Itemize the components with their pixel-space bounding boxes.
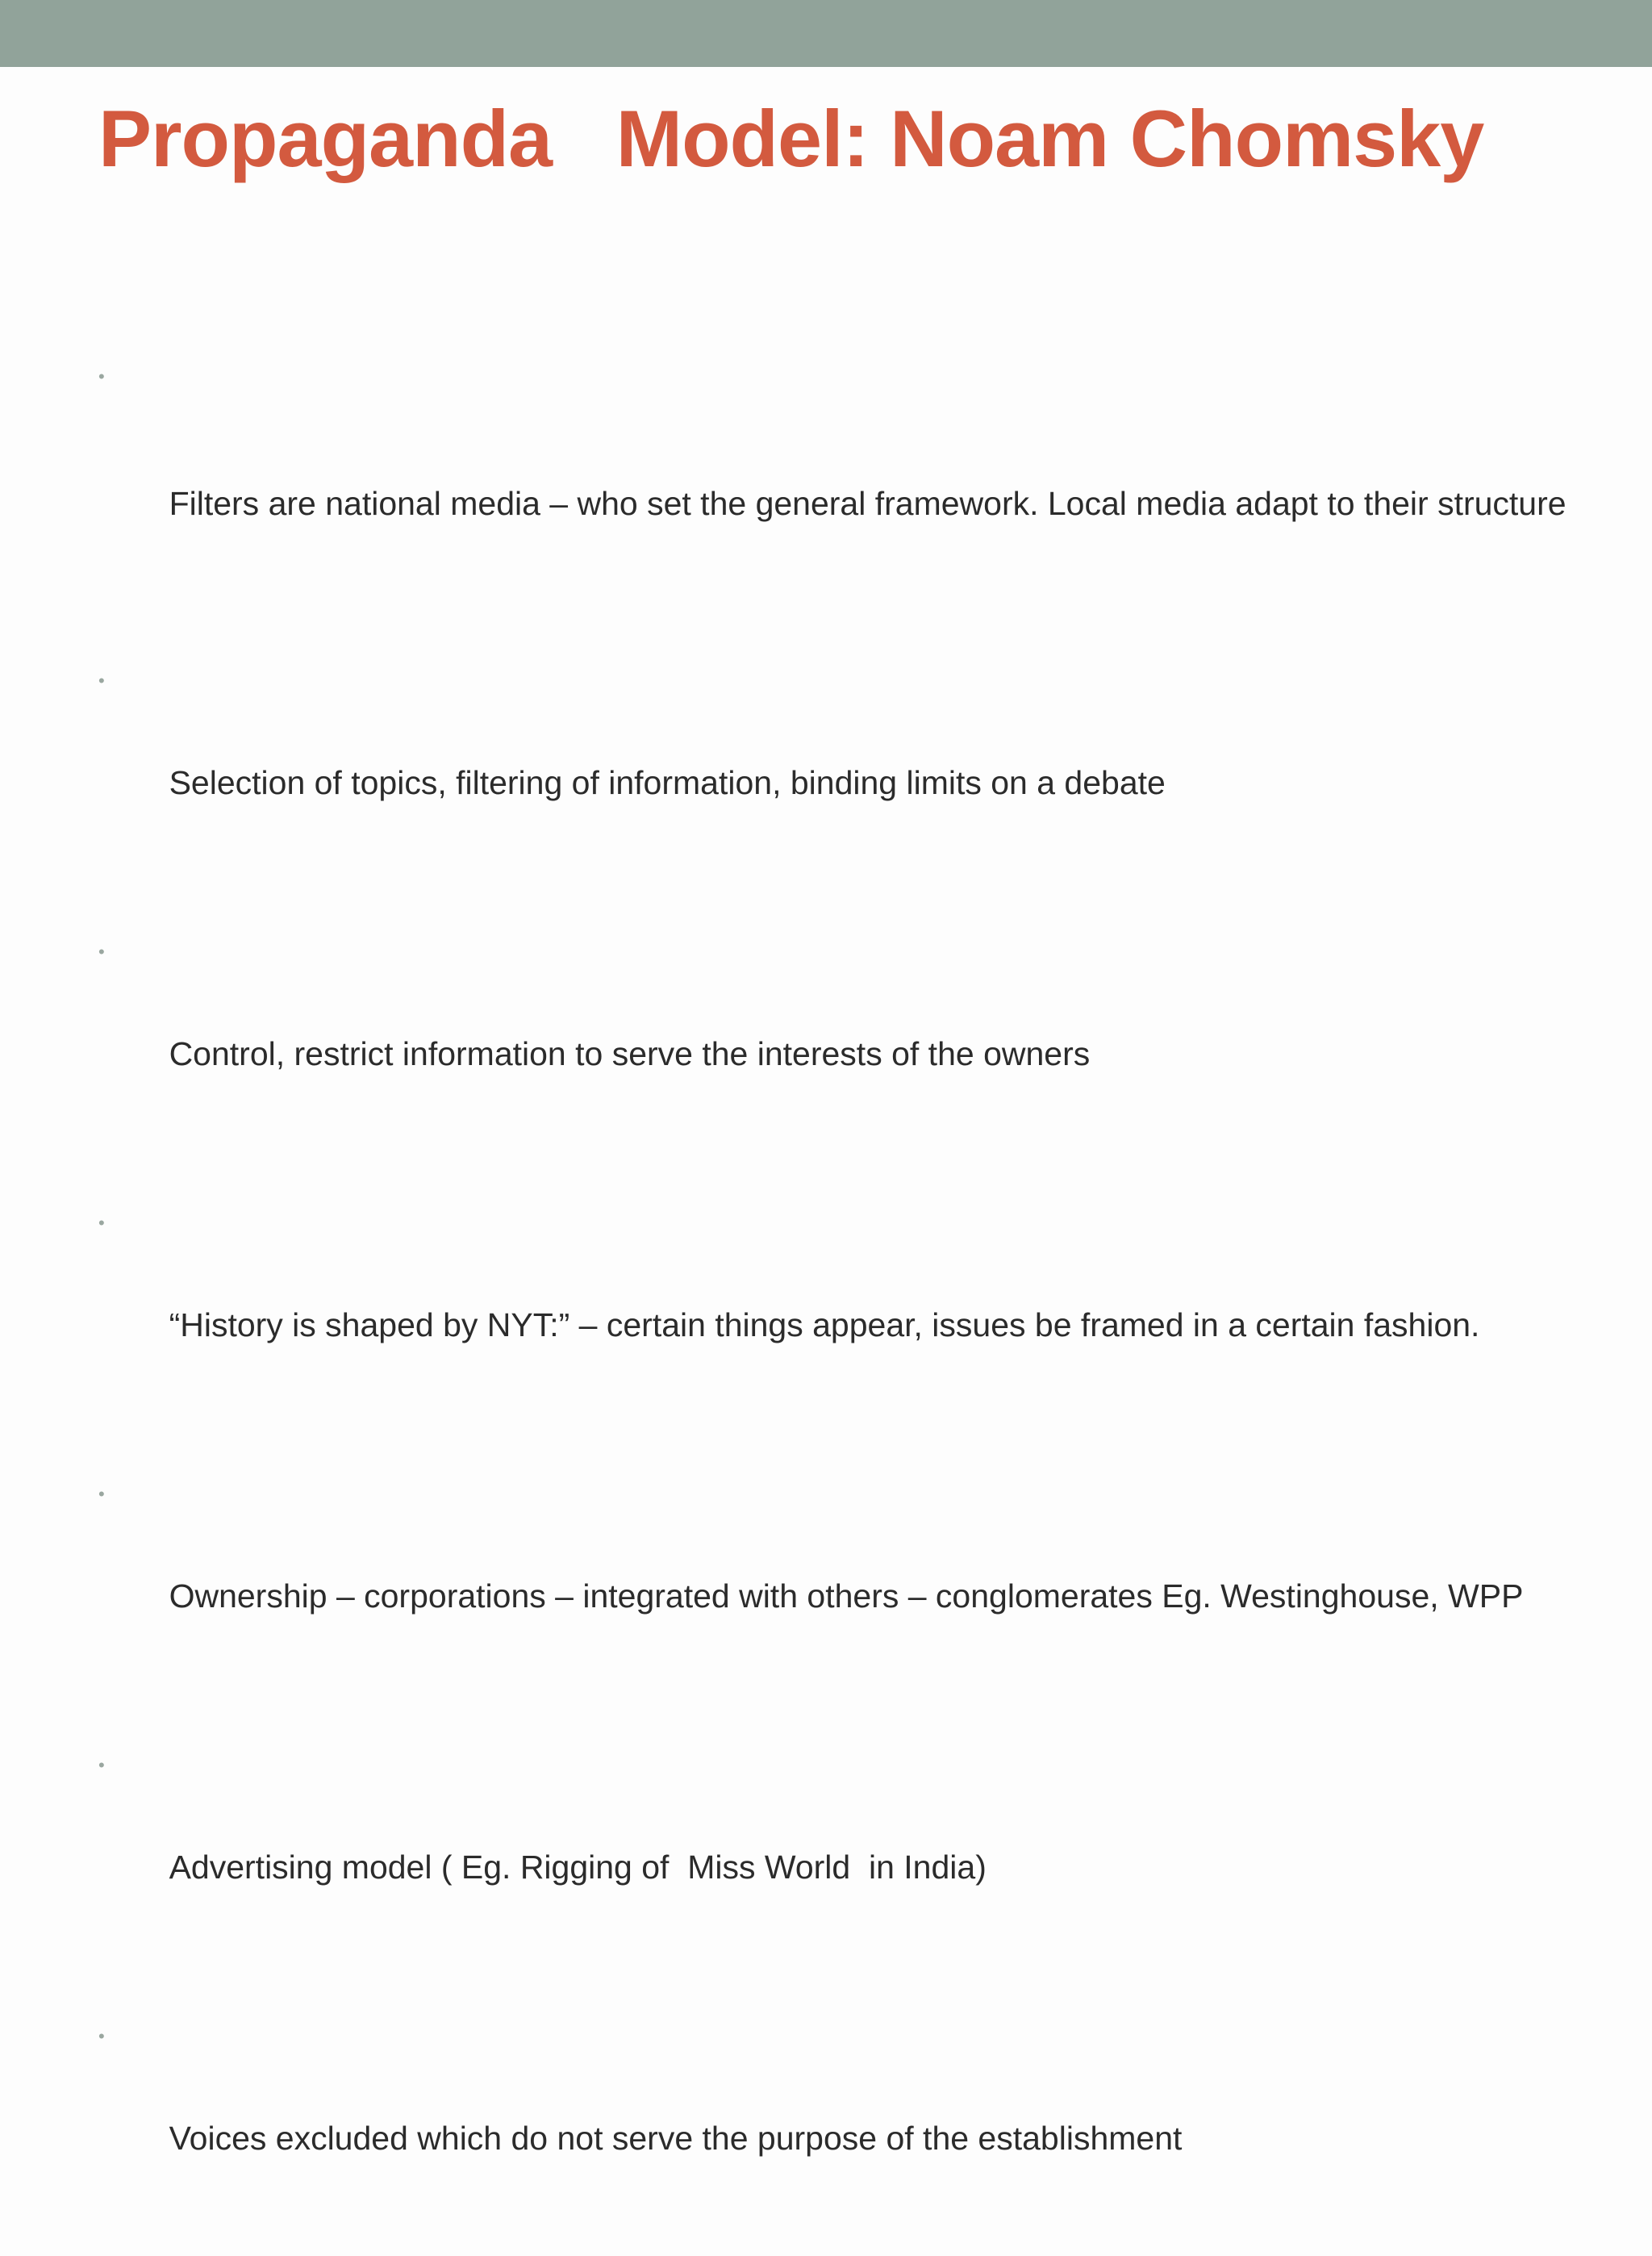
bullet-dot-icon: • — [98, 1213, 105, 1233]
bullet-text: Advertising model ( Eg. Rigging of Miss World in India) — [169, 1849, 987, 1886]
bullet-text: Filters are national media – who set the general framework. Local media adapt to their structure — [169, 485, 1566, 522]
bullet-text: Voices excluded which do not serve the purpose of the establishment — [169, 2120, 1183, 2157]
list-item — [98, 900, 1615, 1146]
list-item — [98, 1443, 1615, 1688]
top-color-band — [0, 0, 1652, 67]
bullet-text: “History is shaped by NYT:” – certain things appear, issues be framed in a certain fashion. — [169, 1306, 1480, 1343]
bullet-text: Selection of topics, filtering of information, binding limits on a debate — [169, 764, 1166, 801]
bullet-dot-icon: • — [98, 1755, 105, 1775]
list-item — [98, 308, 1615, 621]
bullet-dot-icon: • — [98, 2026, 105, 2046]
bullet-dot-icon: • — [98, 671, 105, 691]
bullet-dot-icon: • — [98, 942, 105, 962]
list-item — [98, 1985, 1615, 2230]
bullet-list — [98, 316, 1615, 2256]
bullet-dot-icon: • — [98, 1484, 105, 1504]
bullet-text: Ownership – corporations – integrated with others – conglomerates Eg. Westinghouse, WPP — [169, 1577, 1524, 1615]
list-item — [98, 629, 1615, 875]
list-item — [98, 1714, 1615, 1959]
bullet-dot-icon: • — [98, 366, 105, 386]
bullet-text: Control, restrict information to serve the interests of the owners — [169, 1035, 1091, 1072]
list-item — [98, 1172, 1615, 1417]
slide-title: Propaganda Model: Noam Chomsky — [98, 94, 1484, 183]
